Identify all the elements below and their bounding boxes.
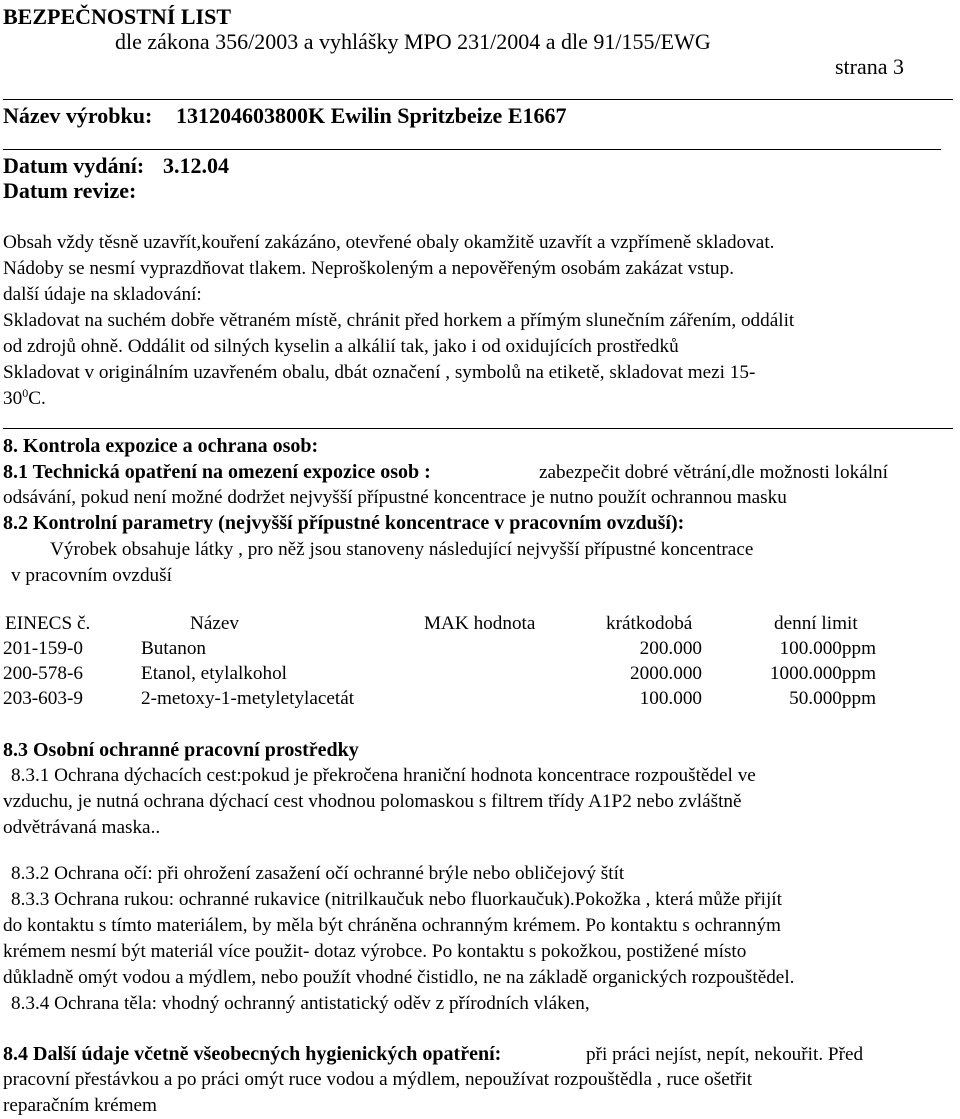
storage-line: Skladovat v originálním uzavřeném obalu, dbát označení , symbolů na etiketě, skladovat mezi 15-	[3, 362, 756, 383]
storage-line: Nádoby se nesmí vyprazdňovat tlakem. Neproškoleným a nepověřeným osobám zakázat vstup.	[3, 258, 735, 279]
storage-line: od zdrojů ohně. Oddálit od silných kyselin a alkálií tak, jako i od oxidujících prostředků	[3, 336, 679, 357]
table-cell: 200-578-6	[3, 663, 83, 684]
table-cell: 100.000ppm	[779, 638, 876, 659]
storage-line: Obsah vždy těsně uzavřít,kouření zakázáno, otevřené obaly okamžitě uzavřít a vzpřímeně skladovat.	[3, 232, 775, 253]
section-8-3-heading: 8.3 Osobní ochranné pracovní prostředky	[3, 739, 359, 761]
section-8-1-text: odsávání, pokud není možné dodržet nejvyšší přípustné koncentrace je nutno použít ochrannou masku	[3, 487, 787, 508]
product-label: Název výrobku:	[3, 103, 153, 128]
section-8-2-heading: 8.2 Kontrolní parametry (nejvyšší přípustné koncentrace v pracovním ovzduší):	[3, 512, 685, 534]
table-cell: Butanon	[141, 638, 207, 659]
section-8-4-text: při práci nejíst, nepít, nekouřit. Před	[586, 1044, 864, 1065]
temperature-value: 30	[3, 388, 23, 409]
table-cell: 2-metoxy-1-metyletylacetát	[141, 688, 355, 709]
table-cell: 1000.000ppm	[769, 663, 876, 684]
document-title: BEZPEČNOSTNÍ LIST	[3, 4, 232, 29]
section-8-3-4-text: 8.3.4 Ochrana těla: vhodný ochranný antistatický oděv z přírodních vláken,	[11, 993, 590, 1014]
section-8-3-1-text: vzduchu, je nutná ochrana dýchací cest vhodnou polomaskou s filtrem třídy A1P2 nebo zvláštně	[3, 791, 742, 812]
table-cell: 50.000ppm	[789, 688, 876, 709]
section-8-3-1-text: odvětrávaná maska..	[3, 817, 161, 838]
section-8-3-2-text: 8.3.2 Ochrana očí: při ohrožení zasažení očí ochranné brýle nebo obličejový štít	[11, 863, 625, 884]
table-cell: 2000.000	[630, 663, 702, 684]
storage-temperature	[3, 386, 46, 409]
degree-sup: 0	[22, 386, 29, 400]
table-cell: 201-159-0	[3, 638, 83, 659]
section-8-4-text: pracovní přestávkou a po práci omýt ruce vodou a mýdlem, nepoužívat rozpouštědla , ruce ošetřit	[3, 1069, 753, 1090]
storage-line: další údaje na skladování:	[3, 284, 202, 305]
section-8-3-3-text: 8.3.3 Ochrana rukou: ochranné rukavice (nitrilkaučuk nebo fluorkaučuk).Pokožka , která může přijít	[11, 889, 782, 910]
issue-date-label: Datum vydání:	[3, 153, 145, 178]
column-header: EINECS č.	[5, 613, 91, 634]
storage-line: Skladovat na suchém dobře větraném místě, chránit před horkem a přímým slunečním zářením, oddálit	[3, 310, 795, 331]
temperature-unit: C.	[28, 388, 46, 409]
legal-basis: dle zákona 356/2003 a vyhlášky MPO 231/2004 a dle 91/155/EWG	[115, 29, 711, 54]
column-header: MAK hodnota	[424, 613, 536, 634]
section-8-2-text: Výrobek obsahuje látky , pro něž jsou stanoveny následující nejvyšší přípustné koncentrace	[50, 539, 754, 560]
section-8-3-3-text: důkladně omýt vodou a mýdlem, nebo použít vhodné čistidlo, ne na základě organických rozpouštědel.	[3, 967, 795, 988]
section-8-1-heading: 8.1 Technická opatření na omezení expozice osob :	[3, 461, 431, 483]
column-header: Název	[190, 613, 239, 634]
section-8-4-heading: 8.4 Další údaje včetně všeobecných hygienických opatření:	[3, 1043, 502, 1065]
section-8-3-1-text: 8.3.1 Ochrana dýchacích cest:pokud je překročena hraniční hodnota koncentrace rozpouštědel ve	[11, 765, 756, 786]
header-rule-2	[3, 149, 941, 150]
table-cell: Etanol, etylalkohol	[141, 663, 288, 684]
product-name: 131204603800K Ewilin Spritzbeize E1667	[176, 103, 567, 128]
page-number: strana 3	[835, 54, 905, 79]
issue-date: 3.12.04	[163, 153, 229, 178]
section-rule	[3, 428, 953, 429]
section-8-heading: 8. Kontrola expozice a ochrana osob:	[3, 435, 319, 457]
column-header: denní limit	[774, 613, 858, 634]
table-cell: 200.000	[639, 638, 702, 659]
revision-date-label: Datum revize:	[3, 178, 137, 203]
section-8-2-text: v pracovním ovzduší	[11, 565, 172, 586]
table-cell: 100.000	[639, 688, 702, 709]
column-header: krátkodobá	[606, 613, 693, 634]
section-8-4-text: reparačním krémem	[3, 1095, 157, 1116]
section-8-3-3-text: krémem nesmí být materiál více použit- dotaz výrobce. Po kontaktu s pokožkou, postižené místo	[3, 941, 747, 962]
section-8-1-text: zabezpečit dobré větrání,dle možnosti lokální	[539, 462, 888, 483]
header-rule-1	[3, 99, 953, 100]
table-cell: 203-603-9	[3, 688, 83, 709]
section-8-3-3-text: do kontaktu s tímto materiálem, by měla být chráněna ochranným krémem. Po kontaktu s ochranným	[3, 915, 781, 936]
